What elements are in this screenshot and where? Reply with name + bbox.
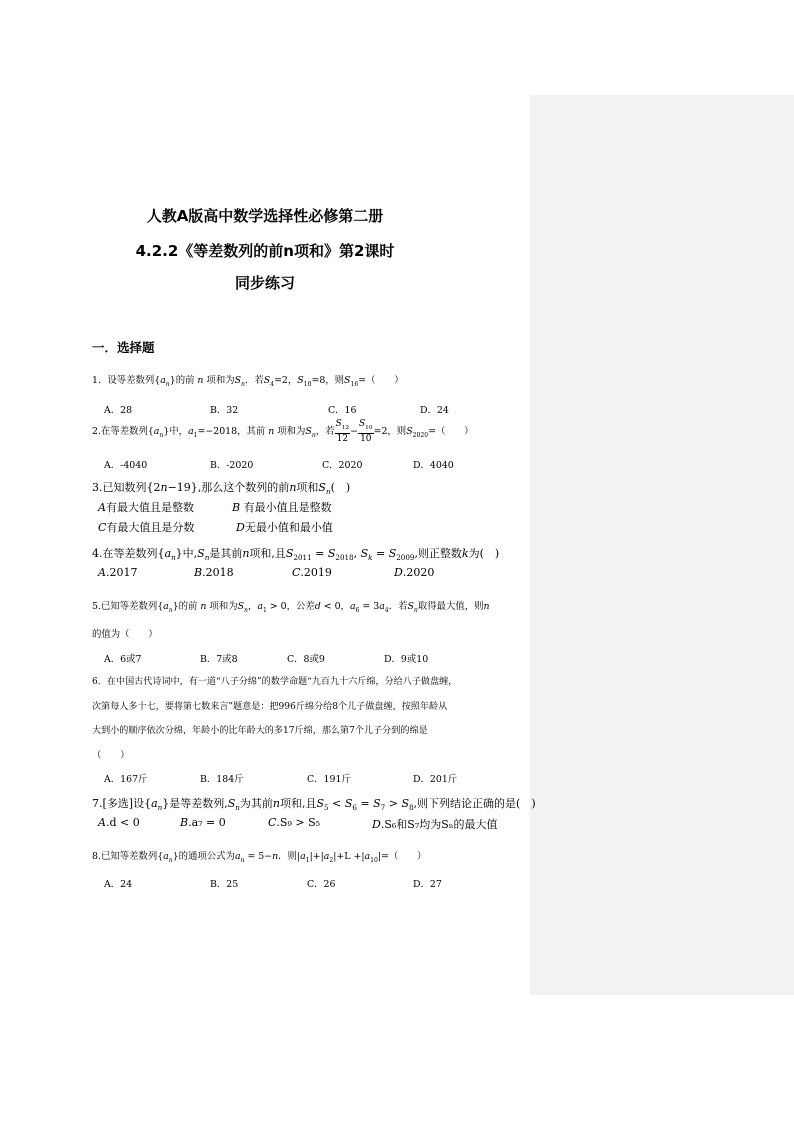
q6-option-b: B．184斤 xyxy=(200,774,244,785)
q3-option-a: A有最大值且是整数 xyxy=(98,501,194,514)
q6-option-d: D．201斤 xyxy=(413,774,458,785)
q5-option-d: D．9或10 xyxy=(384,654,429,665)
fraction-s12: $\frac{S_{12}}{12}$ xyxy=(335,419,350,444)
question-6-line1: 6．在中国古代诗词中，有一道“八子分绵”的数学命题“九百九十六斤绵，分给八子做盘缠， xyxy=(92,677,458,687)
q1-option-d: D．24 xyxy=(420,405,449,416)
question-1: 1．设等差数列$\{a_n\}$的前 n 项和为$S_n$．若$S_4=2$，$S_{10}=8$，则$S_{16}=$（ ） xyxy=(92,375,404,388)
question-5: 5.已知等差数列$\{a_n\}$的前 n 项和为$S_n$，$a_1 > 0$，公差d < 0，$a_6 = 3a_4$．若$S_n$取得最大值，则n xyxy=(92,601,490,614)
doc-title-line1: 人教A版高中数学选择性必修第二册 xyxy=(146,207,384,225)
q2-option-c: C．2020 xyxy=(322,460,363,471)
q1-option-b: B．32 xyxy=(210,405,239,416)
q8-option-c: C．26 xyxy=(307,879,336,890)
q4-option-b: B.2018 xyxy=(194,566,234,579)
q6-option-a: A．167斤 xyxy=(104,774,148,785)
q7-option-b: B.a₇ = 0 xyxy=(180,816,226,829)
question-2: 2.在等差数列$\{a_n\}$中，$a_1=-2018$，其前 n 项和为$S_n$，若 $\frac{S_{12}}{12}$ − $\frac{S_{10}}{10}$ =2，则$S_{2020}=$（ ） xyxy=(92,419,474,444)
q2-option-a: A．-4040 xyxy=(104,460,148,471)
doc-title-line2: 4.2.2《等差数列的前n项和》第2课时 xyxy=(135,242,395,260)
q3-option-d: D无最小值和最小值 xyxy=(236,521,333,534)
q8-option-a: A．24 xyxy=(104,879,133,890)
question-5-line2: 的值为（ ） xyxy=(92,629,158,640)
question-3: 3.已知数列{2n−19},那么这个数列的前n项和$S_n$( ) xyxy=(92,481,351,497)
q1-option-a: A．28 xyxy=(104,405,133,416)
q7-option-a: A.d < 0 xyxy=(98,816,140,829)
q5-option-c: C．8或9 xyxy=(287,654,325,665)
question-8: 8.已知等差数列$\{a_n\}$的通项公式为$a_n = 5-n$．则$|a_1|+|a_2|+L +|a_{10}|=$（ ） xyxy=(92,851,427,864)
fraction-s10: $\frac{S_{10}}{10}$ xyxy=(359,419,373,444)
comment-side-panel xyxy=(530,95,794,995)
q7-option-c: C.S₉ > S₅ xyxy=(268,816,321,829)
q3-option-c: C有最大值且是分数 xyxy=(98,521,195,534)
section-title: 一．选择题 xyxy=(92,340,155,355)
q2-option-d: D．4040 xyxy=(413,460,454,471)
q3-option-b: B 有最小值且是整数 xyxy=(232,501,332,514)
q4-option-c: C.2019 xyxy=(292,566,332,579)
q7-option-d: D.S₆和S₇均为Sₙ的最大值 xyxy=(372,818,498,831)
doc-title-line3: 同步练习 xyxy=(234,274,295,292)
q5-option-b: B．7或8 xyxy=(200,654,238,665)
q4-option-a: A.2017 xyxy=(98,566,138,579)
question-6-line4: （ ） xyxy=(92,750,130,761)
question-6-line2: 次第每人多十七，要将第七数来言”题意是：把996斤绵分给8个儿子做盘缠，按照年龄从 xyxy=(92,702,448,712)
q8-option-b: B．25 xyxy=(210,879,239,890)
q6-option-c: C．191斤 xyxy=(307,774,351,785)
q1-option-c: C．16 xyxy=(328,405,357,416)
question-7: 7.[多选]设$\{a_n\}$是等差数列$,S_n$为其前n项和,且$S_5 < S_6 = S_7 > S_8$,则下列结论正确的是( ) xyxy=(92,797,536,813)
q8-option-d: D．27 xyxy=(413,879,442,890)
q2-option-b: B．-2020 xyxy=(210,460,254,471)
question-6-line3: 大到小的顺序依次分绵，年龄小的比年龄大的多17斤绵，那么第7个儿子分到的绵是 xyxy=(92,726,428,736)
question-4: 4.在等差数列$\{a_n\}$中$,S_n$是其前n项和,且$S_{2011} = S_{2018}$, $S_k = S_{2009}$,则正整数k为( ) xyxy=(92,547,500,563)
q4-option-d: D.2020 xyxy=(394,566,435,579)
q5-option-a: A．6或7 xyxy=(104,654,142,665)
